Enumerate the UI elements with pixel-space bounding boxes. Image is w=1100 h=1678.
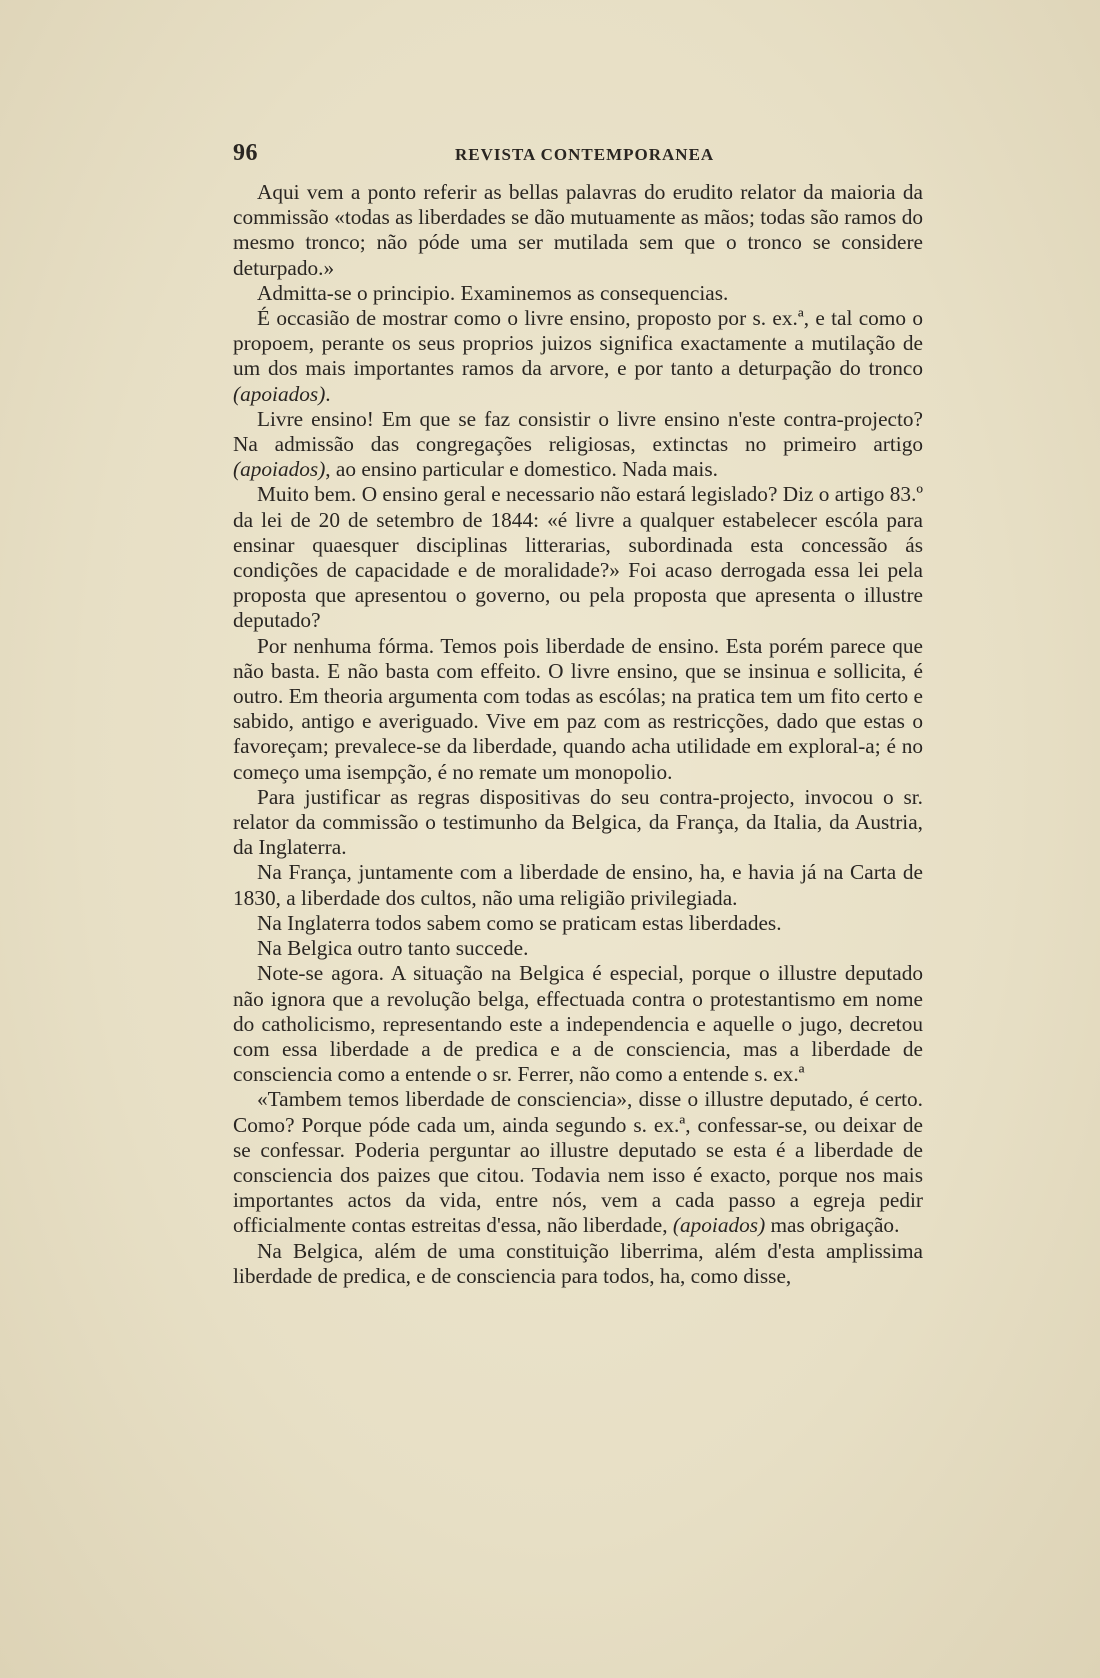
text-run: É occasião de mostrar como o livre ensino, proposto por s. ex.ª, e tal como o propoem, perante os seus proprios juizos significa exactamente a mutilação de um dos mais importantes ramos da arvore, e por tanto a deturpação do tronco <box>233 306 923 381</box>
paragraph <box>233 482 923 633</box>
text-run: Na Belgica, além de uma constituição liberrima, além d'esta amplissima liberdade de predica, e de consciencia para todos, ha, como disse, <box>233 1238 923 1288</box>
italic-aside: (apoiados) <box>233 457 326 482</box>
running-title: REVISTA CONTEMPORANEA <box>455 145 715 164</box>
text-run: . <box>325 381 331 406</box>
italic-aside: (apoiados) <box>233 381 326 406</box>
text-run: Na Inglaterra todos sabem como se praticam estas liberdades. <box>257 910 782 935</box>
paragraph <box>233 281 923 306</box>
page-header <box>233 140 923 170</box>
paragraph <box>233 180 923 281</box>
paragraph <box>233 936 923 961</box>
text-run: «Tambem temos liberdade de consciencia», disse o illustre deputado, é certo. Como? Porque póde cada um, ainda segundo s. ex.ª, confessar-se, ou deixar de se confessar. Poderia perguntar ao illustre deputado se esta é a liberdade de consciencia dos paizes que citou. Todavia nem isso é exacto, porque nos mais importantes actos da vida, entre nós, vem a cada passo a egreja pedir officialmente contas estreitas d'essa, não liberdade, <box>233 1087 923 1238</box>
text-run: Aqui vem a ponto referir as bellas palavras do erudito relator da maioria da commissão «todas as liberdades se dão mutuamente as mãos; todas são ramos do mesmo tronco; não póde uma ser mutilada sem que o tronco se considere deturpado.» <box>233 180 923 280</box>
text-run: Admitta-se o principio. Examinemos as consequencias. <box>257 280 729 305</box>
text-run: , ao ensino particular e domestico. Nada mais. <box>325 457 718 482</box>
text-run: mas obrigação. <box>765 1213 900 1238</box>
paragraph <box>233 911 923 936</box>
paragraph <box>233 785 923 861</box>
paragraph <box>233 634 923 785</box>
text-run: Na França, juntamente com a liberdade de ensino, ha, e havia já na Carta de 1830, a liberdade dos cultos, não uma religião privilegiada. <box>233 860 923 910</box>
paragraph <box>233 306 923 407</box>
text-run: Note-se agora. A situação na Belgica é especial, porque o illustre deputado não ignora que a revolução belga, effectuada contra o protestantismo em nome do catholicismo, representando este a independencia e aquelle o jugo, decretou com essa liberdade a de predica e a de consciencia, mas a liberdade de consciencia como a entende o sr. Ferrer, não como a entende s. ex.ª <box>233 961 923 1087</box>
text-run: Livre ensino! Em que se faz consistir o livre ensino n'este contra-projecto? Na admissão das congregações religiosas, extinctas no primeiro artigo <box>233 406 923 457</box>
body-text <box>233 180 923 1289</box>
text-run: Na Belgica outro tanto succede. <box>257 936 529 961</box>
paragraph <box>233 1239 923 1289</box>
page-number: 96 <box>233 140 258 166</box>
paragraph <box>233 860 923 910</box>
italic-aside: (apoiados) <box>672 1213 766 1238</box>
paragraph <box>233 1087 923 1238</box>
text-run: Para justificar as regras dispositivas do seu contra-projecto, invocou o sr. relator da commissão o testimunho da Belgica, da França, da Italia, da Austria, da Inglaterra. <box>233 784 923 860</box>
paragraph <box>233 961 923 1087</box>
text-run: Muito bem. O ensino geral e necessario não estará legislado? Diz o artigo 83.º da lei de 20 de setembro de 1844: «é livre a qualquer estabelecer escóla para ensinar quaesquer disciplinas litterarias, subordinada esta concessão ás condições de capacidade e de moralidade?» Foi acaso derrogada essa lei pela proposta que apresentou o governo, ou pela proposta que apresenta o illustre deputado? <box>233 482 924 633</box>
text-run: Por nenhuma fórma. Temos pois liberdade de ensino. Esta porém parece que não basta. E não basta com effeito. O livre ensino, que se insinua e sollicita, é outro. Em theoria argumenta com todas as escólas; na pratica tem um fito certo e sabido, antigo e averiguado. Vive em paz com as restricções, dado que estas o favoreçam; prevalece-se da liberdade, quando acha utilidade em exploral-a; é no começo uma isempção, é no remate um monopolio. <box>233 633 923 784</box>
paragraph <box>233 407 923 483</box>
